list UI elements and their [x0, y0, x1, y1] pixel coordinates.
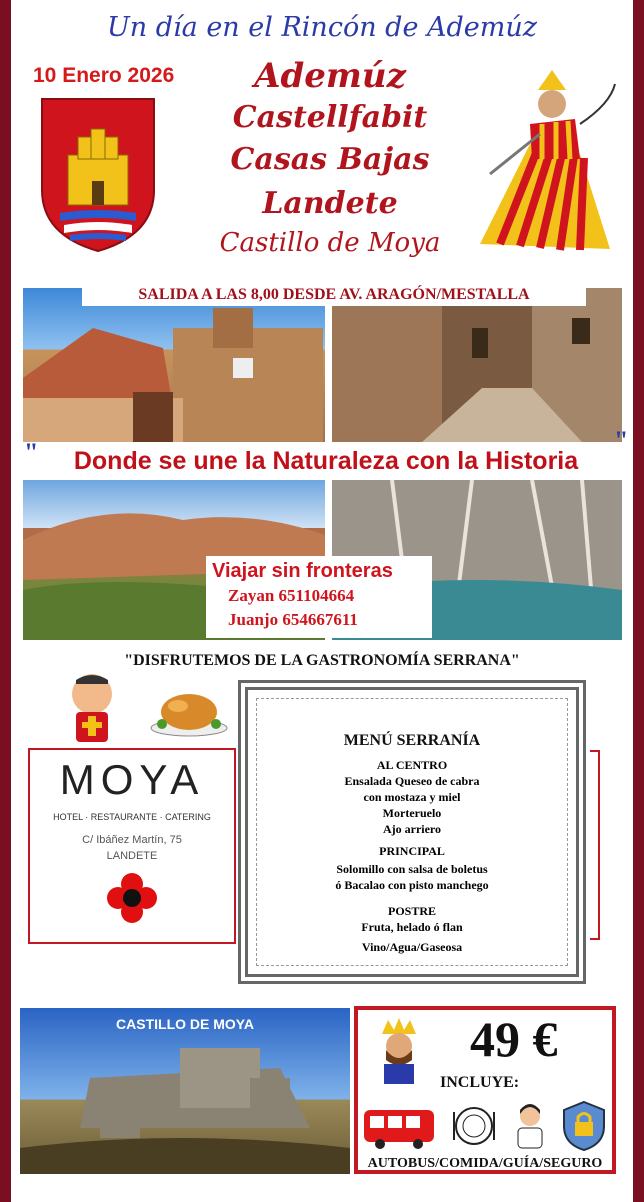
- includes-list: AUTOBUS/COMIDA/GUÍA/SEGURO: [367, 1156, 603, 1171]
- includes-label: INCLUYE:: [440, 1074, 520, 1091]
- menu-section-heading: PRINCIPAL: [379, 844, 445, 858]
- menu-item: ó Bacalao con pisto manchego: [335, 878, 489, 892]
- town-castillo-de-moya: Castillo de Moya: [219, 228, 441, 258]
- bus-icon: [362, 1104, 436, 1150]
- chef-icon: [62, 670, 122, 748]
- menu-item: Fruta, helado ó flan: [361, 920, 463, 934]
- town-ademuz: Ademúz: [254, 56, 406, 96]
- slogan: Donde se une la Naturaleza con la Historia: [73, 447, 579, 475]
- agency-contact-1: Zayan 651104664: [228, 586, 355, 605]
- agency-contact-2: Juanjo 654667611: [228, 610, 358, 629]
- agency-name: Viajar sin fronteras: [212, 560, 393, 582]
- gastronomy-title: "DISFRUTEMOS DE LA GASTRONOMÍA SERRANA": [124, 652, 520, 669]
- price-amount: 49 €: [470, 1011, 558, 1067]
- menu-section-heading: AL CENTRO: [376, 758, 448, 772]
- event-date: 10 Enero 2026: [33, 64, 175, 87]
- poppy-icon: [106, 872, 158, 924]
- menu-item: Solomillo con salsa de boletus: [336, 862, 488, 876]
- knight-icon: [460, 64, 620, 254]
- menu-drinks: Vino/Agua/Gaseosa: [361, 940, 463, 954]
- photo-street: [332, 288, 622, 442]
- photo-castle: [20, 1008, 350, 1174]
- photo-church: [23, 288, 325, 442]
- plate-icon: [452, 1104, 496, 1148]
- restaurant-subtitle: HOTEL · RESTAURANTE · CATERING: [53, 812, 211, 822]
- slogan-open-quote: ": [24, 438, 39, 467]
- menu-item: Ensalada Queseo de cabra: [344, 774, 480, 788]
- menu-title: MENÚ SERRANÍA: [343, 732, 481, 749]
- king-icon: [370, 1016, 428, 1086]
- restaurant-address: C/ Ibáñez Martín, 75: [82, 834, 182, 846]
- town-casas-bajas: Casas Bajas: [230, 142, 430, 177]
- menu-item: Ajo arriero: [382, 822, 442, 836]
- menu-item: con mostaza y miel: [363, 790, 461, 804]
- town-castellfabit: Castellfabit: [232, 100, 428, 135]
- restaurant-city: LANDETE: [106, 850, 158, 862]
- town-landete: Landete: [262, 186, 398, 221]
- guide-icon: [510, 1100, 550, 1150]
- menu-item: Morteruelo: [382, 806, 442, 820]
- poster-title: Un día en el Rincón de Ademúz: [107, 12, 537, 43]
- restaurant-name: MOYA: [59, 756, 205, 803]
- coat-of-arms-icon: [38, 95, 158, 255]
- castle-label: CASTILLO DE MOYA: [116, 1016, 254, 1032]
- departure-info: SALIDA A LAS 8,00 DESDE AV. ARAGÓN/MESTALLA: [82, 284, 586, 306]
- menu-section-heading: POSTRE: [387, 904, 436, 918]
- slogan-close-quote: ": [614, 426, 629, 455]
- roast-chicken-icon: [148, 676, 230, 738]
- menu-bracket: [590, 750, 600, 940]
- insurance-lock-icon: [560, 1100, 608, 1152]
